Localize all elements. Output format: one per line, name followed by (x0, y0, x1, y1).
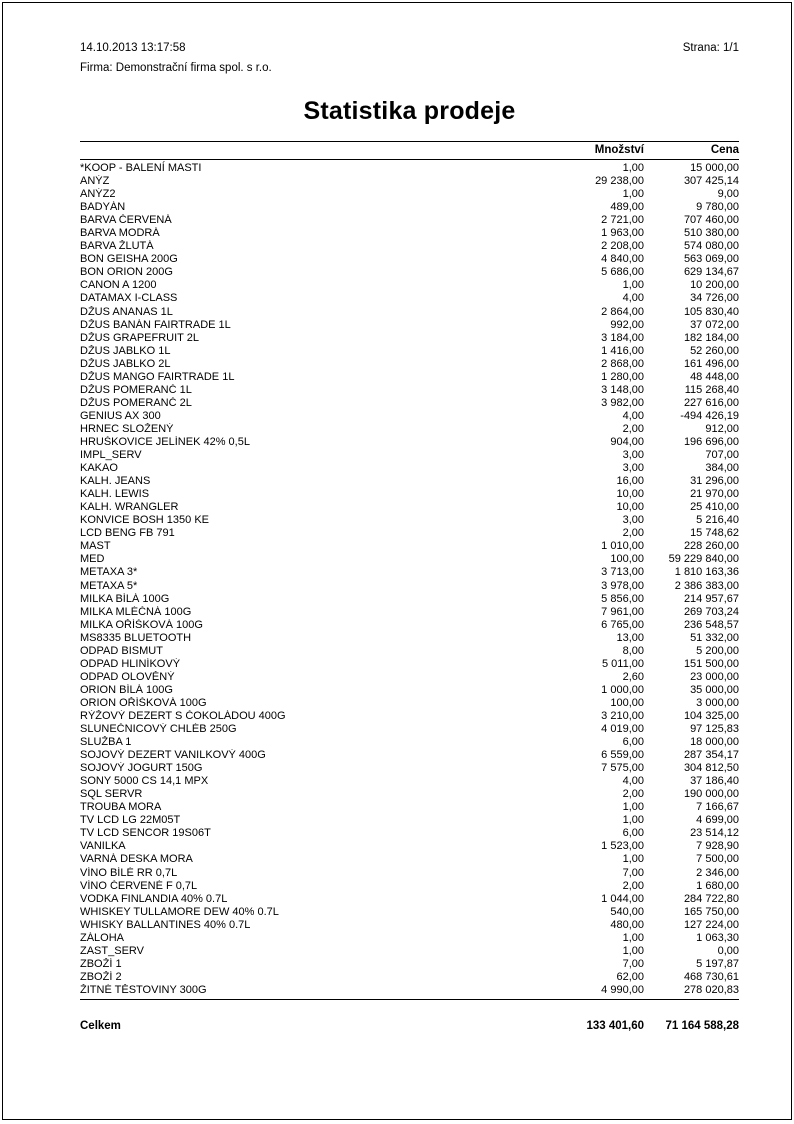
table-row (80, 762, 739, 775)
price-cell: 284 722,80 (683, 892, 739, 905)
price-cell: 307 425,14 (683, 175, 739, 188)
table-row (80, 775, 739, 788)
price-cell: 269 703,24 (683, 605, 739, 618)
quantity-cell: 2 208,00 (601, 240, 644, 253)
table-row (80, 840, 739, 853)
product-name-cell: BARVA MODRÁ (80, 227, 160, 240)
price-cell: 7 928,90 (696, 840, 739, 853)
product-name-cell: ORION BÍLÁ 100G (80, 683, 173, 696)
table-row (80, 527, 739, 540)
table-row (80, 945, 739, 958)
product-name-cell: TROUBA MORA (80, 801, 162, 814)
quantity-cell: 1,00 (622, 801, 644, 814)
quantity-cell: 1,00 (622, 162, 644, 174)
table-row (80, 853, 739, 866)
product-name-cell: DŽUS JABLKO 1L (80, 344, 171, 357)
report-header (80, 41, 739, 55)
quantity-cell: 1 044,00 (601, 892, 644, 905)
header-row (80, 142, 739, 160)
price-cell: 278 020,83 (644, 984, 739, 1000)
table-row (80, 449, 739, 462)
total-label: Celkem (80, 1020, 121, 1032)
product-name-cell: ZBOŽÍ 1 (80, 957, 122, 970)
table-row (80, 332, 739, 345)
price-cell: 190 000,00 (683, 788, 739, 801)
table-row (80, 501, 739, 514)
table-row (80, 749, 739, 762)
total-row (80, 1019, 739, 1033)
product-name-cell: MED (80, 553, 105, 566)
product-name-cell: BARVA ČERVENÁ (80, 214, 172, 227)
product-name-cell: VANILKA (80, 840, 126, 853)
table-row (80, 160, 739, 176)
product-name-cell: MILKA BÍLÁ 100G (80, 592, 170, 605)
table-row (80, 306, 739, 319)
product-name-cell: IMPL_SERV (80, 449, 142, 462)
quantity-cell: 1 010,00 (601, 540, 644, 553)
product-name-cell: ŽITNÉ TĚSTOVINY 300G (80, 984, 529, 1000)
report-datetime: 14.10.2013 13:17:58 (80, 42, 186, 54)
price-cell: 629 134,67 (683, 266, 739, 279)
price-cell: 912,00 (705, 422, 739, 435)
quantity-cell: 904,00 (610, 435, 644, 448)
quantity-cell: 3 713,00 (601, 566, 644, 579)
table-row (80, 279, 739, 292)
price-cell: 1 680,00 (696, 879, 739, 892)
price-cell: 1 810 163,36 (674, 566, 739, 579)
table-row (80, 384, 739, 397)
product-name-cell: KALH. WRANGLER (80, 501, 179, 514)
product-name-cell: ORION OŘÍŠKOVÁ 100G (80, 696, 207, 709)
quantity-cell: 8,00 (622, 644, 644, 657)
quantity-cell: 7 575,00 (601, 762, 644, 775)
table-row (80, 919, 739, 932)
price-cell: 1 063,30 (696, 931, 739, 944)
quantity-cell: 540,00 (610, 905, 644, 918)
sales-table-body (80, 160, 739, 1000)
quantity-cell: 4,00 (622, 775, 644, 788)
product-name-cell: ZÁLOHA (80, 931, 125, 944)
product-name-cell: DŽUS JABLKO 2L (80, 357, 171, 370)
price-cell: 161 496,00 (683, 357, 739, 370)
table-row (80, 593, 739, 606)
price-cell: 7 500,00 (696, 853, 739, 866)
quantity-cell: 1,00 (622, 853, 644, 866)
product-name-cell: TV LCD SENCOR 19S06T (80, 827, 211, 840)
total-quantity: 133 401,60 (586, 1020, 644, 1032)
quantity-cell: 1 523,00 (601, 840, 644, 853)
table-row (80, 671, 739, 684)
price-cell: 5 200,00 (696, 644, 739, 657)
table-row (80, 932, 739, 945)
price-cell: 127 224,00 (683, 918, 739, 931)
price-cell: 510 380,00 (683, 227, 739, 240)
quantity-cell: 6,00 (622, 736, 644, 749)
report-page (2, 2, 792, 1120)
table-row (80, 645, 739, 658)
product-name-cell: DŽUS BANÁN FAIRTRADE 1L (80, 318, 231, 331)
product-name-cell: WHISKEY TULLAMORE DEW 40% 0.7L (80, 905, 279, 918)
table-row (80, 188, 739, 201)
price-cell: 196 696,00 (683, 435, 739, 448)
product-name-cell: CANON A 1200 (80, 279, 157, 292)
quantity-cell: 3 982,00 (601, 396, 644, 409)
quantity-cell: 62,00 (616, 970, 644, 983)
table-row (80, 619, 739, 632)
quantity-cell: 3 184,00 (601, 331, 644, 344)
table-row (80, 253, 739, 266)
product-name-cell: DŽUS MANGO FAIRTRADE 1L (80, 370, 235, 383)
price-cell: 5 197,87 (696, 957, 739, 970)
table-row (80, 227, 739, 240)
table-row (80, 580, 739, 593)
table-row (80, 436, 739, 449)
quantity-cell: 2,60 (622, 670, 644, 683)
quantity-cell: 5 011,00 (601, 657, 644, 670)
product-name-cell: DATAMAX I-CLASS (80, 292, 178, 305)
product-name-cell: HRNEC SLOŽENÝ (80, 422, 174, 435)
report-title: Statistika prodeje (303, 97, 516, 125)
quantity-cell: 2,00 (622, 879, 644, 892)
quantity-cell: 29 238,00 (595, 175, 644, 188)
price-cell: 574 080,00 (683, 240, 739, 253)
table-row (80, 488, 739, 501)
quantity-cell: 4,00 (622, 409, 644, 422)
price-cell: 4 699,00 (696, 814, 739, 827)
quantity-cell: 992,00 (610, 318, 644, 331)
price-cell: 23 000,00 (690, 670, 739, 683)
price-cell: 2 346,00 (696, 866, 739, 879)
product-name-cell: ODPAD HLINÍKOVÝ (80, 657, 181, 670)
price-cell: -494 426,19 (680, 409, 739, 422)
price-cell: 15 000,00 (690, 162, 739, 174)
table-row (80, 632, 739, 645)
quantity-cell: 2 721,00 (601, 214, 644, 227)
quantity-cell: 3,00 (622, 514, 644, 527)
quantity-cell: 5 686,00 (601, 266, 644, 279)
product-name-cell: *KOOP - BALENÍ MASTI (80, 162, 202, 174)
table-row (80, 266, 739, 279)
price-cell: 97 125,83 (690, 723, 739, 736)
table-row (80, 240, 739, 253)
quantity-cell: 1,00 (622, 279, 644, 292)
product-name-cell: SQL SERVR (80, 788, 143, 801)
price-cell: 21 970,00 (690, 488, 739, 501)
price-cell: 15 748,62 (690, 527, 739, 540)
table-row (80, 736, 739, 749)
price-cell: 563 069,00 (683, 253, 739, 266)
product-name-cell: TV LCD LG 22M05T (80, 814, 181, 827)
product-name-cell: MS8335 BLUETOOTH (80, 631, 192, 644)
price-cell: 468 730,61 (683, 970, 739, 983)
product-name-cell: KALH. LEWIS (80, 488, 150, 501)
price-cell: 115 268,40 (684, 383, 739, 396)
product-name-cell: SLUNEČNICOVÝ CHLÉB 250G (80, 723, 237, 736)
price-cell: 3 000,00 (696, 696, 739, 709)
product-name-cell: DŽUS GRAPEFRUIT 2L (80, 331, 199, 344)
quantity-cell: 2,00 (622, 788, 644, 801)
table-row (80, 710, 739, 723)
price-cell: 51 332,00 (690, 631, 739, 644)
price-cell: 384,00 (705, 462, 739, 475)
price-cell: 165 750,00 (683, 905, 739, 918)
product-name-cell: SONY 5000 CS 14,1 MPX (80, 775, 209, 788)
product-name-cell: KAKAO (80, 462, 118, 475)
price-cell: 7 166,67 (696, 801, 739, 814)
table-row (80, 540, 739, 553)
quantity-cell: 16,00 (616, 475, 644, 488)
price-cell: 151 500,00 (683, 657, 739, 670)
price-cell: 52 260,00 (690, 344, 739, 357)
quantity-cell: 1 000,00 (601, 683, 644, 696)
price-cell: 9,00 (717, 188, 739, 201)
table-row (80, 788, 739, 801)
price-cell: 31 296,00 (690, 475, 739, 488)
quantity-cell: 2 868,00 (601, 357, 644, 370)
quantity-cell: 1,00 (622, 931, 644, 944)
price-cell: 214 957,67 (683, 592, 739, 605)
price-cell: 707,00 (705, 449, 739, 462)
price-cell: 287 354,17 (683, 749, 739, 762)
table-row (80, 906, 739, 919)
table-row (80, 201, 739, 214)
product-name-cell: SOJOVÝ DEZERT VANILKOVÝ 400G (80, 749, 266, 762)
table-row (80, 827, 739, 840)
company-line: Firma: Demonstrační firma spol. s r.o. (80, 62, 272, 74)
table-row (80, 801, 739, 814)
quantity-cell: 7,00 (622, 866, 644, 879)
price-cell: 23 514,12 (690, 827, 739, 840)
table-row (80, 684, 739, 697)
quantity-cell: 6 559,00 (601, 749, 644, 762)
table-row (80, 958, 739, 971)
table-row (80, 697, 739, 710)
quantity-cell: 4 019,00 (601, 723, 644, 736)
price-cell: 707 460,00 (683, 214, 739, 227)
table-row (80, 292, 739, 305)
quantity-cell: 13,00 (616, 631, 644, 644)
product-name-cell: VARNÁ DESKA MORA (80, 853, 193, 866)
quantity-cell: 1 280,00 (601, 370, 644, 383)
quantity-cell: 100,00 (610, 553, 644, 566)
product-name-cell: MILKA MLÉČNÁ 100G (80, 605, 192, 618)
product-name-cell: METAXA 3* (80, 566, 138, 579)
quantity-cell: 4,00 (622, 292, 644, 305)
price-cell: 105 830,40 (683, 305, 739, 318)
sales-table (80, 141, 739, 1000)
quantity-cell: 7,00 (622, 957, 644, 970)
table-row (80, 566, 739, 579)
table-row (80, 462, 739, 475)
product-name-cell: KALH. JEANS (80, 475, 151, 488)
price-cell: 35 000,00 (690, 683, 739, 696)
table-row (80, 984, 739, 1000)
price-cell: 236 548,57 (683, 618, 739, 631)
quantity-cell: 3,00 (622, 462, 644, 475)
table-row (80, 410, 739, 423)
product-name-cell: ZAST_SERV (80, 944, 144, 957)
table-row (80, 397, 739, 410)
price-cell: 10 200,00 (690, 279, 739, 292)
price-cell: 37 072,00 (690, 318, 739, 331)
quantity-cell: 1,00 (622, 814, 644, 827)
product-name-cell: LCD BENG FB 791 (80, 527, 175, 540)
quantity-cell: 2,00 (622, 422, 644, 435)
product-name-cell: BADYÁN (80, 201, 126, 214)
table-row (80, 971, 739, 984)
price-cell: 227 616,00 (683, 396, 739, 409)
table-row (80, 880, 739, 893)
product-name-cell: ODPAD OLOVĚNÝ (80, 670, 175, 683)
product-name-cell: DŽUS POMERANČ 1L (80, 383, 192, 396)
quantity-cell: 5 856,00 (601, 592, 644, 605)
product-name-cell: SOJOVÝ JOGURT 150G (80, 762, 203, 775)
product-name-cell: GENIUS AX 300 (80, 409, 161, 422)
quantity-cell: 3 978,00 (601, 579, 644, 592)
quantity-cell: 4 840,00 (601, 253, 644, 266)
quantity-cell: 2 864,00 (601, 305, 644, 318)
quantity-cell: 3,00 (622, 449, 644, 462)
table-row (80, 658, 739, 671)
quantity-cell: 3 210,00 (601, 709, 644, 722)
table-row (80, 214, 739, 227)
quantity-cell: 10,00 (616, 488, 644, 501)
quantity-cell: 6,00 (622, 827, 644, 840)
table-row (80, 319, 739, 332)
quantity-cell: 480,00 (610, 918, 644, 931)
price-cell: 48 448,00 (690, 370, 739, 383)
product-name-cell: MILKA OŘÍŠKOVÁ 100G (80, 618, 203, 631)
quantity-cell: 2,00 (622, 527, 644, 540)
table-row (80, 553, 739, 566)
table-row (80, 814, 739, 827)
quantity-cell: 1 963,00 (601, 227, 644, 240)
quantity-cell: 6 765,00 (601, 618, 644, 631)
product-name-cell: DŽUS POMERANČ 2L (80, 396, 192, 409)
product-name-cell: ODPAD BISMUT (80, 644, 163, 657)
quantity-cell: 489,00 (610, 201, 644, 214)
price-cell: 2 386 383,00 (674, 579, 739, 592)
quantity-cell: 1 416,00 (601, 344, 644, 357)
price-cell: 59 229 840,00 (668, 553, 739, 566)
price-cell: 37 186,40 (690, 775, 739, 788)
product-name-cell: ANÝZ2 (80, 188, 116, 201)
product-name-cell: METAXA 5* (80, 579, 138, 592)
quantity-cell: 10,00 (616, 501, 644, 514)
price-cell: 5 216,40 (696, 514, 739, 527)
quantity-cell: 1,00 (622, 188, 644, 201)
price-cell: 228 260,00 (683, 540, 739, 553)
price-cell: 0,00 (717, 944, 739, 957)
price-cell: 9 780,00 (696, 201, 739, 214)
product-name-cell: VÍNO ČERVENÉ F 0,7L (80, 879, 198, 892)
quantity-cell: 7 961,00 (601, 605, 644, 618)
table-row (80, 514, 739, 527)
table-row (80, 175, 739, 188)
product-name-cell: VÍNO BÍLÉ RR 0,7L (80, 866, 178, 879)
quantity-cell: 1,00 (622, 944, 644, 957)
price-cell: 34 726,00 (690, 292, 739, 305)
page-number: Strana: 1/1 (682, 42, 739, 54)
product-name-cell: HRUŠKOVICE JELÍNEK 42% 0,5L (80, 435, 250, 448)
column-header-price: Cena (644, 142, 739, 160)
quantity-cell: 100,00 (610, 696, 644, 709)
price-cell: 182 184,00 (683, 331, 739, 344)
product-name-cell: KONVICE BOSH 1350 KE (80, 514, 209, 527)
price-cell: 25 410,00 (690, 501, 739, 514)
column-header-quantity: Množství (529, 142, 644, 160)
product-name-cell: VODKA FINLANDIA 40% 0.7L (80, 892, 228, 905)
total-price: 71 164 588,28 (665, 1020, 739, 1032)
product-name-cell: DŽUS ANANAS 1L (80, 305, 173, 318)
product-name-cell: ANÝZ (80, 175, 110, 188)
table-row (80, 867, 739, 880)
price-cell: 18 000,00 (690, 736, 739, 749)
product-name-cell: RÝŽOVÝ DEZERT S ČOKOLÁDOU 400G (80, 709, 286, 722)
product-name-cell: BARVA ŽLUTÁ (80, 240, 154, 253)
table-row (80, 606, 739, 619)
product-name-cell: BON ORION 200G (80, 266, 173, 279)
product-name-cell: SLUŽBA 1 (80, 736, 132, 749)
price-cell: 104 325,00 (683, 709, 739, 722)
product-name-cell: WHISKY BALLANTINES 40% 0.7L (80, 918, 251, 931)
table-row (80, 475, 739, 488)
quantity-cell: 4 990,00 (529, 984, 644, 1000)
column-header-product (80, 142, 529, 160)
table-row (80, 371, 739, 384)
product-name-cell: MAST (80, 540, 111, 553)
table-row (80, 723, 739, 736)
product-name-cell: BON GEISHA 200G (80, 253, 178, 266)
table-row (80, 345, 739, 358)
sales-table-header (80, 142, 739, 160)
quantity-cell: 3 148,00 (601, 383, 644, 396)
table-row (80, 893, 739, 906)
table-row (80, 358, 739, 371)
table-row (80, 423, 739, 436)
price-cell: 304 812,50 (683, 762, 739, 775)
product-name-cell: ZBOŽÍ 2 (80, 970, 122, 983)
